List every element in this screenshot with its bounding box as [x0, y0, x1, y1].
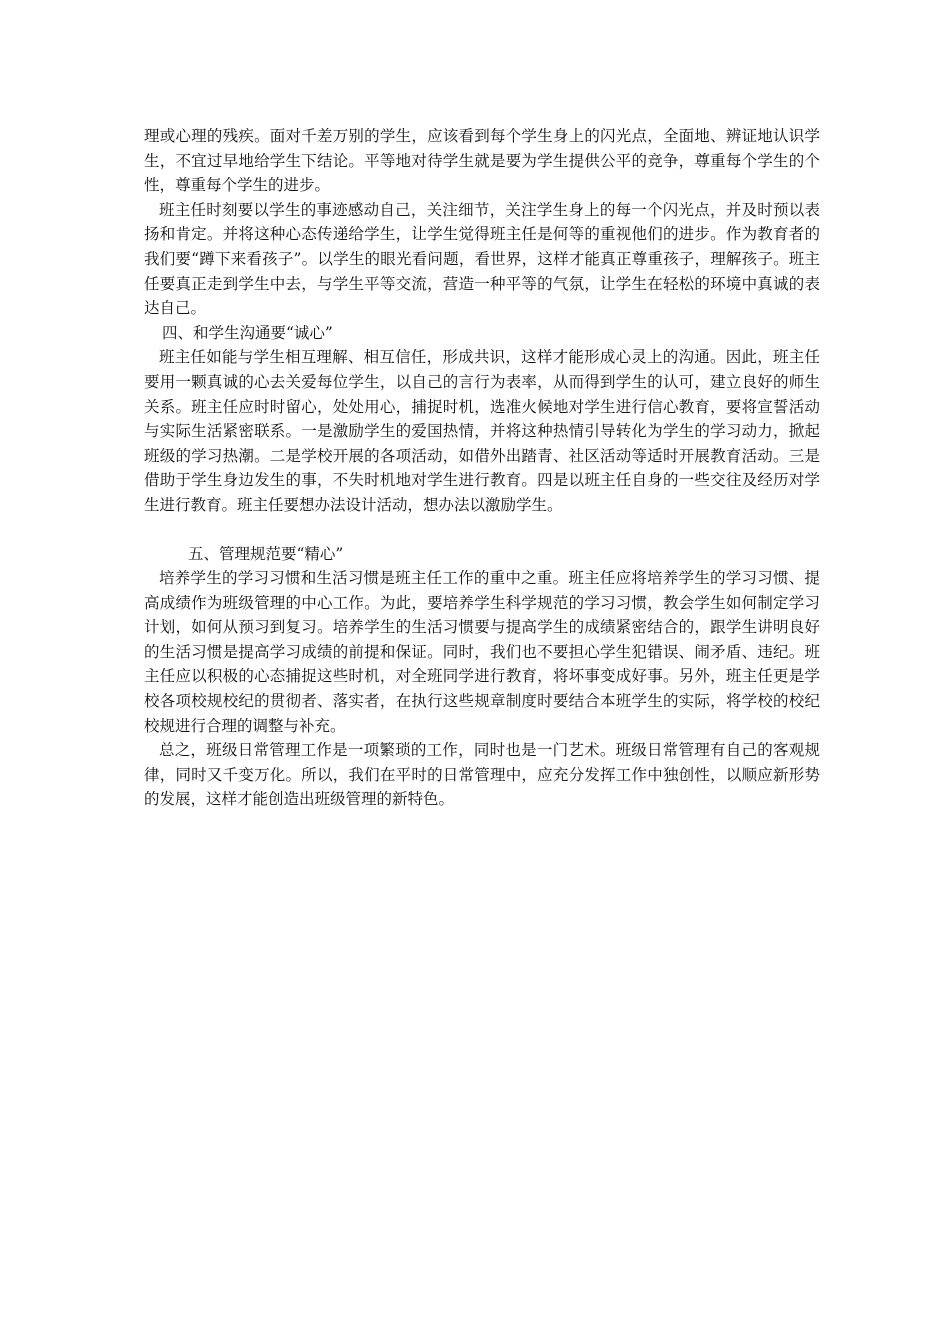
- section-heading-4: 四、和学生沟通要“诚心”: [162, 323, 333, 342]
- paragraph-continuation: 理或心理的残疾。面对千差万别的学生，应该看到每个学生身上的闪光点，全面地、辨证地认识学生，不宜过早地给学生下结论。平等地对待学生就是要为学生提供公平的竞争，尊重每个学生的个性，尊重每个学生的进步。: [144, 127, 820, 195]
- paragraph-teacher-attitude: 班主任时刻要以学生的事迹感动自己，关注细节，关注学生身上的每一个闪光点，并及时预以表扬和肯定。并将这种心态传递给学生，让学生觉得班主任是何等的重视他们的进步。作为教育者的我们要“蹲下来看孩子”。以学生的眼光看问题，看世界，这样才能真正尊重孩子，理解孩子。班主任要真正走到学生中去，与学生平等交流，营造一种平等的气氛，让学生在轻松的环境中真诚的表达自己。: [144, 200, 820, 318]
- paragraph-management: 培养学生的学习习惯和生活习惯是班主任工作的重中之重。班主任应将培养学生的学习习惯、提高成绩作为班级管理的中心工作。为此，要培养学生科学规范的学习习惯，教会学生如何制定学习计划，如何从预习到复习。培养学生的生活习惯要与提高学生的成绩紧密结合的，跟学生讲明良好的生活习惯是提高学习成绩的前提和保证。同时，我们也不要担心学生犯错误、闹矛盾、违纪。班主任应以积极的心态捕捉这些时机，对全班同学进行教育，将坏事变成好事。另外，班主任更是学校各项校规校纪的贯彻者、落实者，在执行这些规章制度时要结合本班学生的实际，将学校的校纪校规进行合理的调整与补充。: [144, 569, 820, 735]
- paragraph-communication: 班主任如能与学生相互理解、相互信任，形成共识，这样才能形成心灵上的沟通。因此，班主任要用一颗真诚的心去关爱每位学生，以自己的言行为表率，从而得到学生的认可，建立良好的师生关系。班主任应时时留心，处处用心，捕捉时机，选准火候地对学生进行信心教育，要将宣誓活动与实际生活紧密联系。一是激励学生的爱国热情，并将这种热情引导转化为学生的学习动力，掀起班级的学习热潮。二是学校开展的各项活动，如借外出踏青、社区活动等适时开展教育活动。三是借助于学生身边发生的事，不失时机地对学生进行教育。四是以班主任自身的一些交往及经历对学生进行教育。班主任要想办法设计活动，想办法以激励学生。: [144, 348, 820, 514]
- section-heading-5: 五、管理规范要“精心”: [188, 544, 344, 563]
- paragraph-conclusion: 总之，班级日常管理工作是一项繁琐的工作，同时也是一门艺术。班级日常管理有自己的客观规律，同时又千变万化。所以，我们在平时的日常管理中，应充分发挥工作中独创性，以顺应新形势的发展，这样才能创造出班级管理的新特色。: [144, 741, 820, 809]
- document-page: [144, 124, 820, 812]
